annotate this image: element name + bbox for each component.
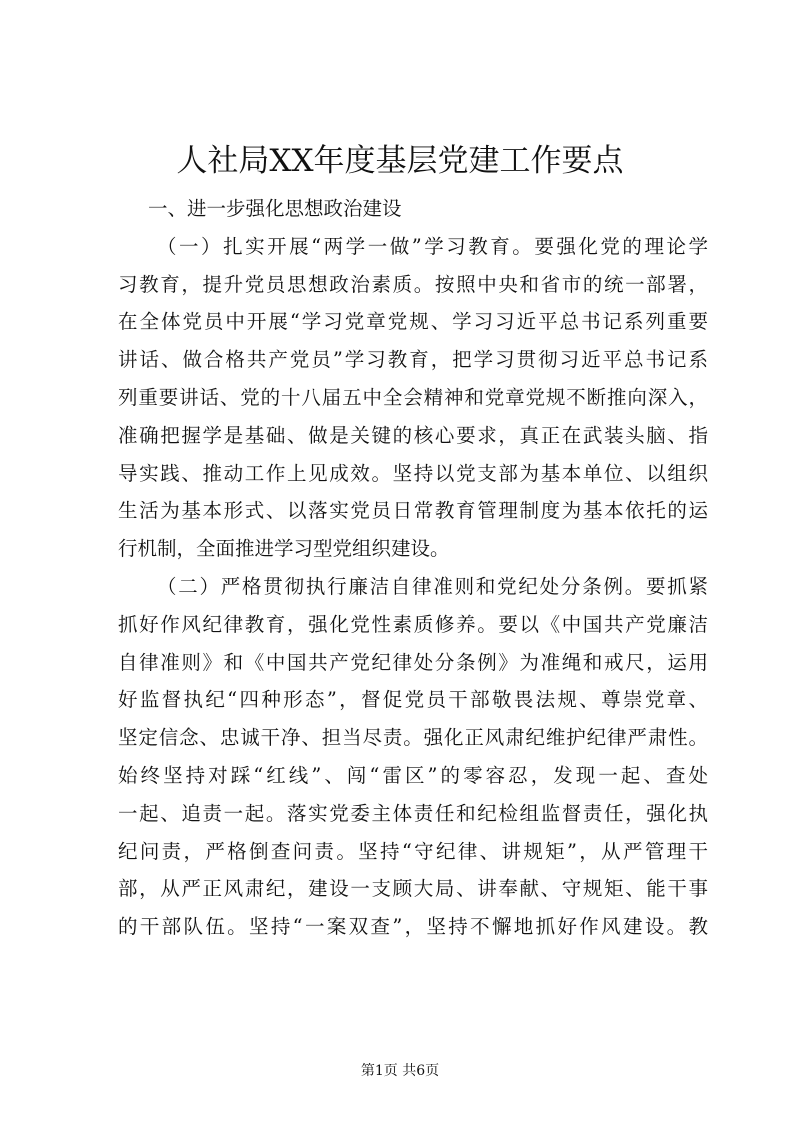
paragraph-line: 自律准则》和《中国共产党纪律处分条例》为准绳和戒尺，运用 bbox=[118, 650, 708, 674]
paragraph-line: 纪问责，严格倒查问责。坚持“守纪律、讲规矩”，从严管理干 bbox=[118, 839, 708, 863]
paragraph-line: 生活为基本形式、以落实党员日常教育管理制度为基本依托的运 bbox=[118, 499, 708, 523]
paragraph-line: 部，从严正风肃纪，建设一支顾大局、讲奉献、守规矩、能干事 bbox=[118, 877, 708, 901]
paragraph-2 bbox=[118, 568, 708, 946]
paragraph-line: 行机制，全面推进学习型党组织建设。 bbox=[118, 537, 450, 561]
page-number-footer: 第1页 共6页 bbox=[360, 1063, 440, 1079]
paragraph-line: 在全体党员中开展“学习党章党规、学习习近平总书记系列重要 bbox=[118, 310, 708, 334]
paragraph-line: 准确把握学是基础、做是关键的核心要求，真正在武装头脑、指 bbox=[118, 423, 708, 447]
paragraph-line: 讲话、做合格共产党员”学习教育，把学习贯彻习近平总书记系 bbox=[118, 348, 708, 372]
paragraph-line: 一起、追责一起。落实党委主体责任和纪检组监督责任，强化执 bbox=[118, 801, 708, 825]
paragraph-line: 抓好作风纪律教育，强化党性素质修养。要以《中国共产党廉洁 bbox=[118, 612, 708, 636]
paragraph-line: 的干部队伍。坚持“一案双查”，坚持不懈地抓好作风建设。教 bbox=[118, 915, 708, 939]
document-body bbox=[118, 190, 708, 946]
paragraph-line: 习教育，提升党员思想政治素质。按照中央和省市的统一部署， bbox=[118, 272, 708, 296]
paragraph-line: （二）严格贯彻执行廉洁自律准则和党纪处分条例。要抓紧 bbox=[157, 574, 708, 598]
paragraph-line: 坚定信念、忠诚干净、担当尽责。强化正风肃纪维护纪律严肃性。 bbox=[118, 726, 708, 750]
paragraph-line: （一）扎实开展“两学一做”学习教育。要强化党的理论学 bbox=[157, 234, 708, 258]
paragraph-line: 列重要讲话、党的十八届五中全会精神和党章党规不断推向深入， bbox=[118, 385, 708, 409]
paragraph-line: 导实践、推动工作上见成效。坚持以党支部为基本单位、以组织 bbox=[118, 461, 708, 485]
paragraph-line: 始终坚持对踩“红线”、闯“雷区”的零容忍，发现一起、查处 bbox=[118, 763, 708, 787]
document-title: 人社局XX年度基层党建工作要点 bbox=[176, 143, 624, 179]
section-heading: 一、进一步强化思想政治建设 bbox=[148, 197, 402, 220]
paragraph-1 bbox=[118, 228, 708, 568]
paragraph-line: 好监督执纪“四种形态”，督促党员干部敬畏法规、尊崇党章、 bbox=[118, 688, 708, 712]
